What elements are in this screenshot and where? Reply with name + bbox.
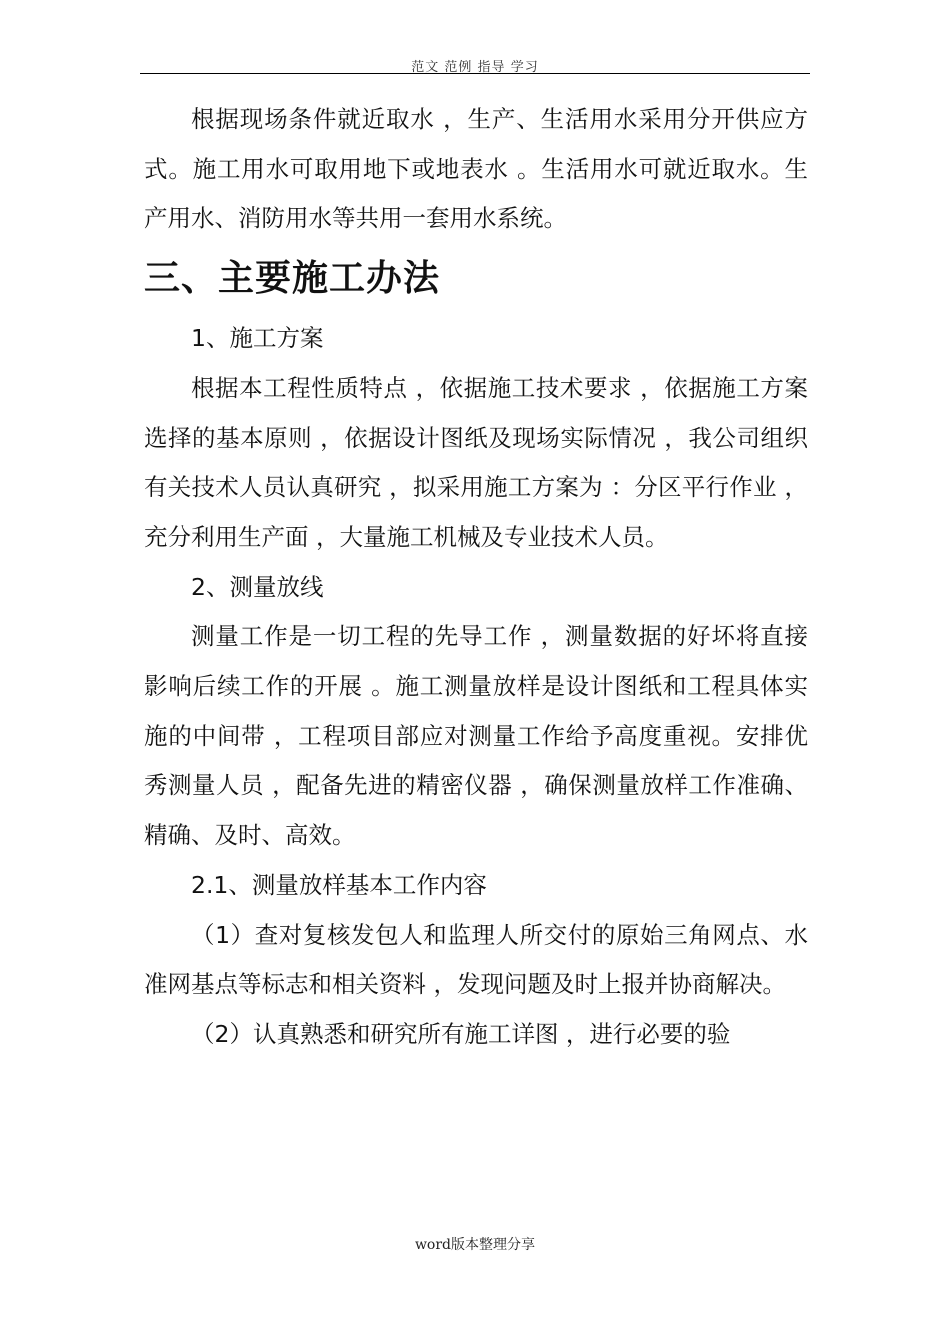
page-header: 范文 范例 指导 学习 xyxy=(411,60,539,75)
document-body xyxy=(144,95,808,1060)
subheading-survey-layout: 2、测量放线 xyxy=(191,572,324,601)
header-divider xyxy=(140,73,810,74)
page-footer: word版本整理分享 xyxy=(414,1237,536,1253)
paragraph-construction-plan: 根据本工程性质特点 ，依据施工技术要求 ，依据施工方案选择的基本原则 ，依据设计图纸及现场实际情况 ，我公司组织有关技术人员认真研究 ，拟采用施工方案为 ：分区平行作业 ，充分利用生产面 ，大量施工机械及专业技术人员。 xyxy=(144,373,808,551)
subheading-construction-plan: 1、施工方案 xyxy=(191,324,324,353)
subheading-survey-work-content: 2.1、测量放样基本工作内容 xyxy=(191,870,487,899)
paragraph-survey-layout: 测量工作是一切工程的先导工作 ，测量数据的好坏将直接影响后续工作的开展 。施工测量放样是设计图纸和工程具体实施的中间带 ，工程项目部应对测量工作给予高度重视。安排优秀测量人员 ，配备先进的精密仪器 ，确保测量放样工作准确、精确、及时、高效。 xyxy=(144,622,808,850)
paragraph-item-2: （2）认真熟悉和研究所有施工详图 ，进行必要的验 xyxy=(191,1019,731,1048)
paragraph-item-1: （1）查对复核发包人和监理人所交付的原始三角网点、水准网基点等标志和相关资料 ，发现问题及时上报并协商解决。 xyxy=(144,920,808,999)
paragraph-water-supply: 根据现场条件就近取水 ，生产、生活用水采用分开供应方式。施工用水可取用地下或地表水 。生活用水可就近取水。生产用水、消防用水等共用一套用水系统。 xyxy=(144,105,808,233)
section-heading: 三、主要施工办法 xyxy=(144,258,441,300)
